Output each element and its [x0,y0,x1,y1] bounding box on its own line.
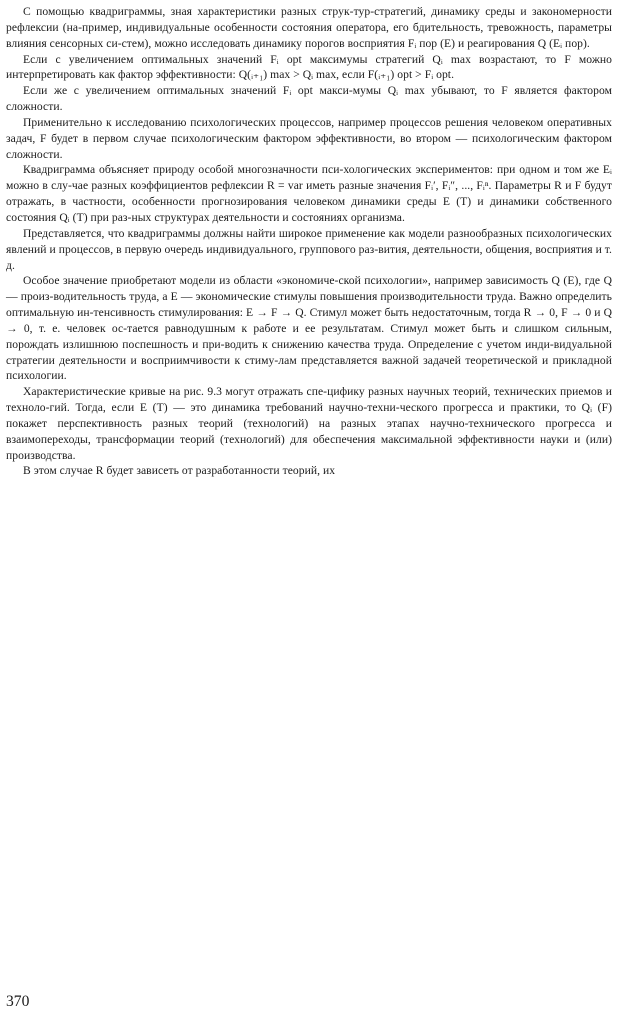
paragraph-7: Особое значение приобретают модели из области «экономиче-ской психологии», например зависимость Q (E), где Q — произ-водительность труда, а E — экономические стимулы повышения производительности труда. Важно определить оптимальную ин-тенсивность стимулирования: E → F → Q. Стимул может быть недостаточным, тогда R → 0, F → 0 и Q → 0, т. е. человек ос-тается равнодушным к работе и ее результатам. Стимул может быть и слишком сильным, порождать излишнюю поспешность и при-водить к снижению качества труда. Определение с учетом инди-видуальной стратегии деятельности и восприимчивости к стиму-лам представляется важной задачей теоретической и прикладной психологии. [6,274,612,383]
paragraph-2: Если с увеличением оптимальных значений Fᵢ opt максимумы стратегий Qᵢ max возрастают, то F можно интерпретировать как фактор эффективности: Q(ᵢ₊₁) max > Qᵢ max, если F(ᵢ₊₁) opt > Fᵢ opt. [6,52,612,82]
page-number: 370 [6,993,30,1010]
paragraph-5: Квадриграмма объясняет природу особой многозначности пси-хологических экспериментов: при одном и том же Eᵢ можно в слу-чае разных коэффициентов рефлексии R = var иметь разные значения Fᵢ′, Fᵢ″, ..., Fᵢⁿ. Параметры R и F будут отражать, в частности, особенности прогнозирования человеком динамики среды E (T) и динамики собственного состояния Qᵢ (T) при раз-ных структурах деятельности и состояниях организма. [6,163,612,224]
paragraph-6: Представляется, что квадриграммы должны найти широкое применение как модели разнообразных психологических явлений и процессов, в первую очередь индивидуального, группового раз-вития, деятельности, общения, восприятия и т. д. [6,226,612,272]
paragraph-8: Характеристические кривые на рис. 9.3 могут отражать спе-цифику разных научных теорий, технических приемов и техноло-гий. Тогда, если E (T) — это динамика требований научно-техни-ческого прогресса и практики, то Qᵢ (F) покажет перспективность разных теорий (технологий) на разных этапах научно-технического прогресса и взаимопереходы, трансформации теорий (технологий) для обеспечения максимальной эффективности науки и (или) производства. [6,385,612,462]
paragraph-9: В этом случае R будет зависеть от разработанности теорий, их [23,464,336,478]
paragraph-3: Если же с увеличением оптимальных значений Fᵢ opt макси-мумы Qᵢ max убывают, то F является фактором сложности. [6,84,612,114]
paragraph-1: С помощью квадриграммы, зная характеристики разных струк-тур-стратегий, динамику среды и закономерности рефлексии (на-пример, индивидуальные особенности состояния оператора, его бдительность, тревожность, параметры влияния сенсорных си-стем), можно исследовать динамику порогов восприятия Fᵢ пор (E) и реагирования Q (Eᵢ пор). [6,5,612,50]
paragraph-4: Применительно к исследованию психологических процессов, например процессов решения человеком оперативных задач, F будет в первом случае психологическим фактором эффективности, во втором — психологическим фактором сложности. [6,115,612,161]
